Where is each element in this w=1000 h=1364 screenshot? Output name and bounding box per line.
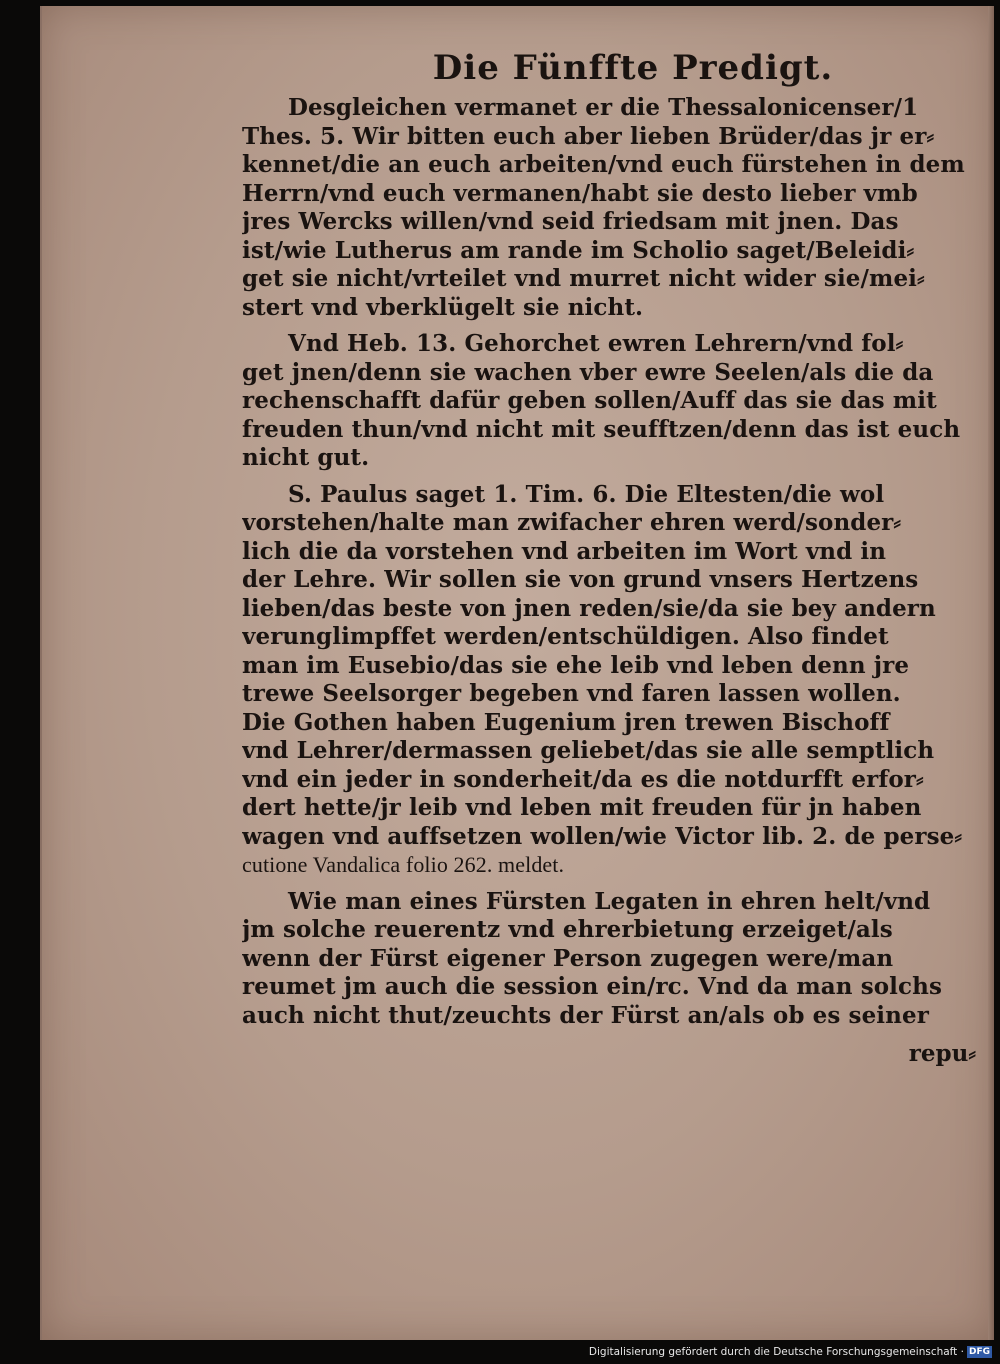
text-block	[242, 46, 984, 1070]
paragraph-2	[242, 330, 984, 473]
text-line: Herrn/vnd euch vermanen/habt sie desto lieber vmb	[242, 179, 918, 207]
book-page	[40, 6, 994, 1340]
text-line: freuden thun/vnd nicht mit seufftzen/denn das ist euch	[242, 415, 961, 443]
text-line: get sie nicht/vrteilet vnd murret nicht wider sie/mei⸗	[242, 265, 925, 292]
running-head: Die Fünffte Predigt.	[432, 48, 834, 88]
text-line: lieben/das beste von jnen reden/sie/da sie bey andern	[242, 594, 936, 622]
paragraph-3	[242, 481, 984, 880]
text-line: ist/wie Lutherus am rande im Scholio saget/Beleidi⸗	[242, 236, 915, 264]
text-line: kennet/die an euch arbeiten/vnd euch fürstehen in dem	[242, 151, 965, 178]
text-line: jm solche reuerentz vnd ehrerbietung erzeiget/als	[242, 916, 893, 943]
text-line: lich die da vorstehen vnd arbeiten im Wort vnd in	[242, 537, 887, 565]
text-line: vorstehen/halte man zwifacher ehren werd/sonder⸗	[242, 509, 902, 536]
text-line: cutione Vandalica folio 262. meldet.	[242, 852, 565, 877]
paragraph-4	[242, 888, 984, 1031]
text-line: Desgleichen vermanet er die Thessalonicenser/1	[288, 94, 919, 121]
text-line: reumet jm auch die session ein/rc. Vnd da man solchs	[242, 973, 942, 1000]
text-line: vnd ein jeder in sonderheit/da es die notdurfft erfor⸗	[242, 765, 924, 793]
page-edge	[988, 6, 994, 1340]
text-line: der Lehre. Wir sollen sie von grund vnsers Hertzens	[242, 566, 919, 593]
text-line: trewe Seelsorger begeben vnd faren lassen wollen.	[242, 680, 901, 707]
text-line: jres Wercks willen/vnd seid friedsam mit jnen. Das	[242, 208, 899, 235]
text-line: Wie man eines Fürsten Legaten in ehren helt/vnd	[288, 887, 931, 915]
text-line: stert vnd vberklügelt sie nicht.	[242, 293, 644, 321]
text-line: nicht gut.	[242, 444, 370, 471]
text-line: Vnd Heb. 13. Gehorchet ewren Lehrern/vnd fol⸗	[288, 330, 904, 357]
text-line: Thes. 5. Wir bitten euch aber lieben Brüder/das jr er⸗	[242, 122, 935, 150]
digitization-credit	[589, 1346, 992, 1358]
text-line: get jnen/denn sie wachen vber ewre Seelen/als die da	[242, 358, 934, 386]
text-line: Die Gothen haben Eugenium jren trewen Bischoff	[242, 708, 890, 736]
catchword: repu⸗	[908, 1040, 976, 1067]
text-line: S. Paulus saget 1. Tim. 6. Die Eltesten/die wol	[288, 480, 885, 508]
paragraph-1	[242, 94, 984, 322]
text-line: rechenschafft dafür geben sollen/Auff das sie das mit	[242, 387, 937, 414]
dfg-logo-icon: DFG	[968, 1347, 990, 1357]
text-line: verunglimpffet werden/entschüldigen. Also findet	[242, 623, 889, 650]
text-line: vnd Lehrer/dermassen geliebet/das sie alle semptlich	[242, 737, 935, 764]
text-line: man im Eusebio/das sie ehe leib vnd leben denn jre	[242, 651, 910, 679]
text-line: auch nicht thut/zeuchts der Fürst an/als ob es seiner	[242, 1001, 929, 1029]
credit-text: Digitalisierung gefördert durch die Deutsche Forschungsgemeinschaft ·	[588, 1346, 964, 1358]
text-line: wenn der Fürst eigener Person zugegen were/man	[242, 944, 894, 972]
text-line: dert hette/jr leib vnd leben mit freuden für jn haben	[242, 794, 922, 821]
text-line: wagen vnd auffsetzen wollen/wie Victor lib. 2. de perse⸗	[242, 822, 963, 850]
